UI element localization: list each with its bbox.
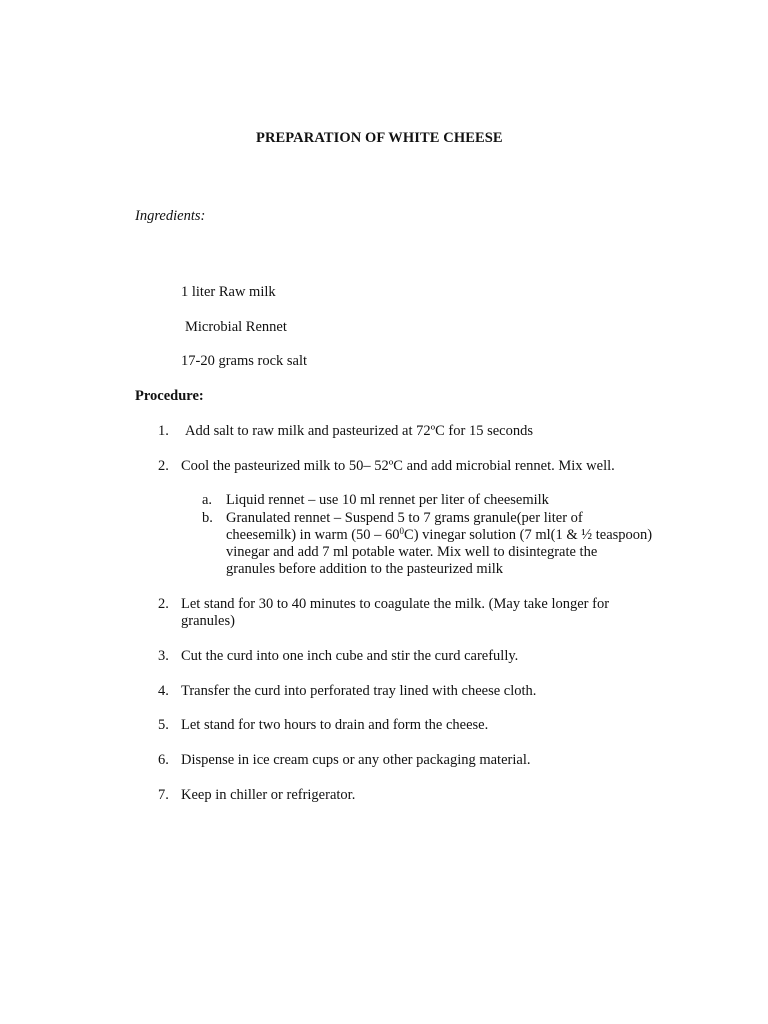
document-title: PREPARATION OF WHITE CHEESE xyxy=(256,130,503,146)
ingredient-item: Microbial Rennet xyxy=(185,319,287,335)
step-text: Let stand for two hours to drain and form the cheese. xyxy=(181,717,489,733)
step-text: Add salt to raw milk and pasteurized at 72ºC for 15 seconds xyxy=(185,423,533,439)
ingredient-item: 1 liter Raw milk xyxy=(181,284,276,300)
step-text: Cut the curd into one inch cube and stir the curd carefully. xyxy=(181,648,519,664)
step-number: 2. xyxy=(158,596,169,612)
step-text-line: granules) xyxy=(181,613,235,629)
substep-letter: b. xyxy=(202,510,213,526)
degree-superscript: 0 xyxy=(399,526,405,536)
ingredients-heading: Ingredients: xyxy=(135,208,206,224)
step-number: 7. xyxy=(158,787,169,803)
step-text: Keep in chiller or refrigerator. xyxy=(181,787,356,803)
substep-text: Liquid rennet – use 10 ml rennet per liter of cheesemilk xyxy=(226,492,549,508)
substep-text-segment: cheesemilk) in warm (50 – 60 xyxy=(226,527,400,543)
step-text: Dispense in ice cream cups or any other packaging material. xyxy=(181,752,531,768)
step-number: 1. xyxy=(158,423,169,439)
step-text: Transfer the curd into perforated tray lined with cheese cloth. xyxy=(181,683,537,699)
substep-text-segment: C) vinegar solution (7 ml(1 & ½ teaspoon) xyxy=(404,527,653,543)
substep-text-line: granules before addition to the pasteurized milk xyxy=(226,561,504,577)
step-text: Cool the pasteurized milk to 50– 52ºC and add microbial rennet. Mix well. xyxy=(181,458,615,474)
substep-letter: a. xyxy=(202,492,213,508)
step-number: 4. xyxy=(158,683,169,699)
substep-text-line xyxy=(226,527,652,544)
step-number: 6. xyxy=(158,752,169,768)
procedure-heading: Procedure: xyxy=(135,388,204,404)
step-number: 2. xyxy=(158,458,169,474)
step-number: 5. xyxy=(158,717,169,733)
ingredient-item: 17-20 grams rock salt xyxy=(181,353,308,369)
step-text-line: Let stand for 30 to 40 minutes to coagulate the milk. (May take longer for xyxy=(181,596,610,612)
step-number: 3. xyxy=(158,648,169,664)
substep-text-line: vinegar and add 7 ml potable water. Mix well to disintegrate the xyxy=(226,544,598,560)
substep-text-line: Granulated rennet – Suspend 5 to 7 grams granule(per liter of xyxy=(226,510,583,526)
